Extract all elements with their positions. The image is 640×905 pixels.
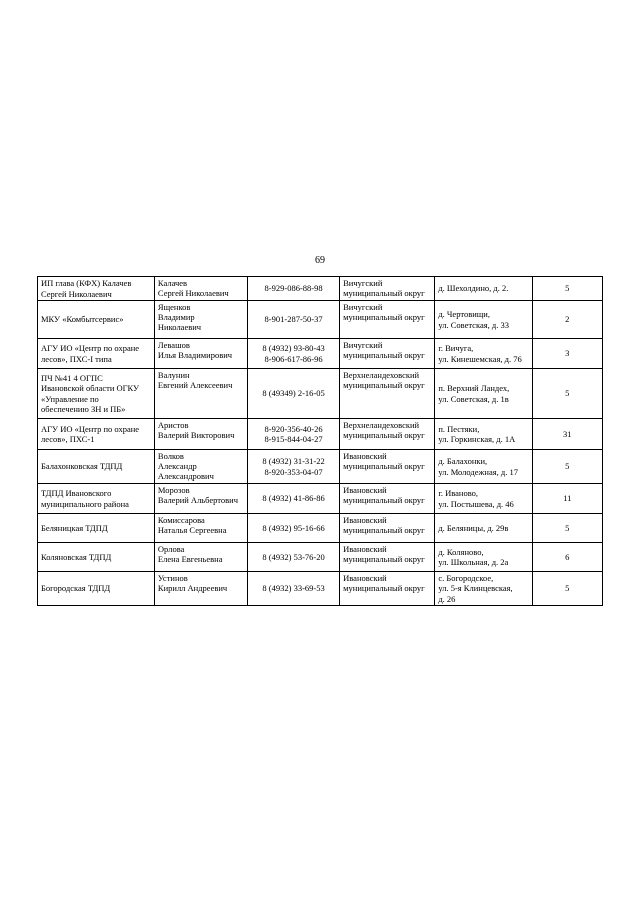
person-line: Орлова <box>157 544 185 554</box>
phone-cell <box>248 572 340 606</box>
phone-line: 8-920-356-40-26 <box>264 423 323 434</box>
address-cell <box>435 369 532 419</box>
person-cell <box>154 277 247 301</box>
address-cell <box>435 277 532 301</box>
table-row <box>38 339 603 369</box>
district-cell <box>340 572 435 606</box>
district-cell <box>340 339 435 369</box>
phone-cell <box>248 301 340 339</box>
person-line: Илья Владимирович <box>157 350 233 361</box>
org-line: Коляновская ТДПД <box>41 551 112 562</box>
district-line: муниципальный округ <box>343 312 425 323</box>
person-line: Левашов <box>157 340 190 350</box>
address-line: г. Иваново, <box>438 488 479 499</box>
table-row <box>38 301 603 339</box>
phone-line: 8-929-086-88-98 <box>264 283 323 294</box>
district-cell <box>340 543 435 572</box>
district-line: Ивановский <box>343 544 387 554</box>
count-cell: 3 <box>532 339 602 369</box>
person-line: Калачев <box>157 278 188 288</box>
person-line: Устинов <box>157 573 188 583</box>
phone-line: 8 (4932) 33-69-53 <box>262 583 325 594</box>
phone-cell <box>248 419 340 450</box>
person-line: Елена Евгеньевна <box>157 554 223 565</box>
count-cell: 5 <box>532 369 602 419</box>
phone-cell <box>248 543 340 572</box>
count-cell: 5 <box>532 277 602 301</box>
person-line: Морозов <box>157 485 190 495</box>
phone-cell <box>248 277 340 301</box>
person-line: Наталья Сергеевна <box>157 525 227 536</box>
address-cell <box>435 514 532 543</box>
org-cell <box>38 514 155 543</box>
person-line: Валерий Альбертович <box>157 495 238 506</box>
org-line: «Управление по <box>41 393 99 404</box>
person-line: Александрович <box>157 471 214 482</box>
district-line: Вичугский <box>343 278 383 288</box>
address-cell <box>435 450 532 484</box>
person-cell <box>154 514 247 543</box>
org-line: Богородская ТДПД <box>41 583 111 594</box>
person-line: Комиссарова <box>157 515 205 525</box>
org-line: ИП глава (КФХ) Калачев <box>41 278 132 289</box>
phone-line: 8-920-353-04-07 <box>264 466 323 477</box>
org-line: обеспечению ЗН и ПБ» <box>41 403 126 414</box>
table-body <box>38 277 603 606</box>
district-cell <box>340 484 435 514</box>
phone-line: 8-915-844-04-27 <box>264 434 323 444</box>
person-cell <box>154 572 247 606</box>
table-row <box>38 277 603 301</box>
district-line: Верхнеландеховский <box>343 420 420 430</box>
count-cell: 5 <box>532 572 602 606</box>
org-cell <box>38 301 155 339</box>
district-line: муниципальный округ <box>343 583 425 594</box>
org-line: МКУ «Комбытсервис» <box>41 314 124 325</box>
count-cell: 5 <box>532 450 602 484</box>
count-cell: 31 <box>532 419 602 450</box>
district-line: муниципальный округ <box>343 495 425 506</box>
phone-line: 8 (4932) 31-31-22 <box>262 456 325 467</box>
district-line: муниципальный округ <box>343 430 425 441</box>
contacts-table <box>37 276 603 606</box>
district-line: Ивановский <box>343 451 387 461</box>
person-cell <box>154 419 247 450</box>
phone-line: 8-906-617-86-96 <box>264 353 323 364</box>
phone-cell <box>248 450 340 484</box>
address-line: ул. Школьная, д. 2а <box>438 557 509 567</box>
phone-cell <box>248 339 340 369</box>
address-line: д. Беляницы, д. 29в <box>438 522 509 533</box>
org-line: Сергей Николаевич <box>41 288 112 299</box>
org-line: Ивановской области ОГКУ <box>41 383 140 394</box>
address-line: ул. 5-я Клинцевская, <box>438 583 513 594</box>
address-line: ул. Горкинская, д. 1А <box>438 434 516 444</box>
person-cell <box>154 339 247 369</box>
district-line: Ивановский <box>343 485 387 495</box>
count-cell: 11 <box>532 484 602 514</box>
table-row <box>38 514 603 543</box>
org-line: муниципального района <box>41 498 129 509</box>
person-line: Сергей Николаевич <box>157 288 229 299</box>
org-cell <box>38 572 155 606</box>
district-cell <box>340 369 435 419</box>
org-cell <box>38 339 155 369</box>
district-line: муниципальный округ <box>343 380 425 391</box>
person-line: Владимир <box>157 312 195 323</box>
person-cell <box>154 450 247 484</box>
district-line: Вичугский <box>343 302 383 312</box>
address-cell <box>435 572 532 606</box>
org-line: лесов», ПХС-1 <box>41 434 95 444</box>
address-cell <box>435 419 532 450</box>
table-row <box>38 543 603 572</box>
person-line: Александр <box>157 461 197 472</box>
count-cell: 2 <box>532 301 602 339</box>
org-cell <box>38 369 155 419</box>
district-cell <box>340 514 435 543</box>
district-line: муниципальный округ <box>343 288 425 299</box>
district-line: муниципальный округ <box>343 350 425 361</box>
person-cell <box>154 301 247 339</box>
district-line: муниципальный округ <box>343 525 425 536</box>
person-line: Волков <box>157 451 184 461</box>
address-line: ул. Кинешемская, д. 76 <box>438 353 522 364</box>
org-cell <box>38 543 155 572</box>
address-cell <box>435 301 532 339</box>
person-cell <box>154 543 247 572</box>
phone-cell <box>248 514 340 543</box>
org-line: ТДПД Ивановского <box>41 488 112 499</box>
person-line: Валунин <box>157 370 190 380</box>
district-cell <box>340 450 435 484</box>
person-line: Кирилл Андреевич <box>157 583 228 594</box>
person-cell <box>154 369 247 419</box>
phone-line: 8 (49349) 2-16-05 <box>262 388 325 399</box>
org-line: лесов», ПХС-I типа <box>41 353 112 364</box>
phone-line: 8 (4932) 53-76-20 <box>262 551 325 562</box>
org-cell <box>38 419 155 450</box>
table-row <box>38 369 603 419</box>
address-line: с. Богородское, <box>438 573 494 584</box>
address-line: ул. Советская, д. 33 <box>438 319 509 330</box>
district-line: муниципальный округ <box>343 461 425 472</box>
org-cell <box>38 277 155 301</box>
address-line: ул. Молодежная, д. 17 <box>438 466 518 477</box>
table-row <box>38 450 603 484</box>
address-line: д. Чертовищи, <box>438 309 490 320</box>
phone-line: 8 (4932) 41-86-86 <box>262 493 325 504</box>
phone-line: 8 (4932) 93-80-43 <box>262 343 325 354</box>
address-line: п. Верхний Ландех, <box>438 383 510 394</box>
person-line: Валерий Викторович <box>157 430 235 441</box>
phone-cell <box>248 369 340 419</box>
org-cell <box>38 450 155 484</box>
district-cell <box>340 419 435 450</box>
address-cell <box>435 484 532 514</box>
phone-line: 8-901-287-50-37 <box>264 314 323 325</box>
district-line: Вичугский <box>343 340 383 350</box>
person-cell <box>154 484 247 514</box>
table-row <box>38 572 603 606</box>
district-line: Ивановский <box>343 573 387 583</box>
page-number: 69 <box>315 255 325 266</box>
table-row <box>38 419 603 450</box>
address-line: д. Балахонки, <box>438 456 488 467</box>
org-cell <box>38 484 155 514</box>
district-line: муниципальный округ <box>343 554 425 565</box>
address-line: д. Шехолдино, д. 2. <box>438 283 509 294</box>
district-line: Ивановский <box>343 515 387 525</box>
org-line: Балахонковская ТДПД <box>41 461 123 472</box>
count-cell: 5 <box>532 514 602 543</box>
phone-line: 8 (4932) 95-16-66 <box>262 522 325 533</box>
person-line: Евгений Алексеевич <box>157 380 233 391</box>
address-line: д. 26 <box>438 593 456 604</box>
phone-cell <box>248 484 340 514</box>
person-line: Ященков <box>157 302 191 312</box>
address-line: д. Коляново, <box>438 546 484 557</box>
org-line: АГУ ИО «Центр по охране <box>41 343 140 354</box>
address-line: ул. Постышева, д. 46 <box>438 498 514 509</box>
district-line: Верхнеландеховский <box>343 370 420 380</box>
org-line: ПЧ №41 4 ОГПС <box>41 373 103 384</box>
address-line: г. Вичуга, <box>438 343 474 354</box>
org-line: АГУ ИО «Центр по охране <box>41 423 140 434</box>
person-line: Аристов <box>157 420 189 430</box>
org-line: Беляницкая ТДПД <box>41 522 108 533</box>
count-cell: 6 <box>532 543 602 572</box>
address-cell <box>435 339 532 369</box>
district-cell <box>340 301 435 339</box>
address-cell <box>435 543 532 572</box>
table-row <box>38 484 603 514</box>
address-line: ул. Советская, д. 1в <box>438 393 509 404</box>
address-line: п. Пестяки, <box>438 423 480 434</box>
district-cell <box>340 277 435 301</box>
person-line: Николаевич <box>157 322 202 333</box>
